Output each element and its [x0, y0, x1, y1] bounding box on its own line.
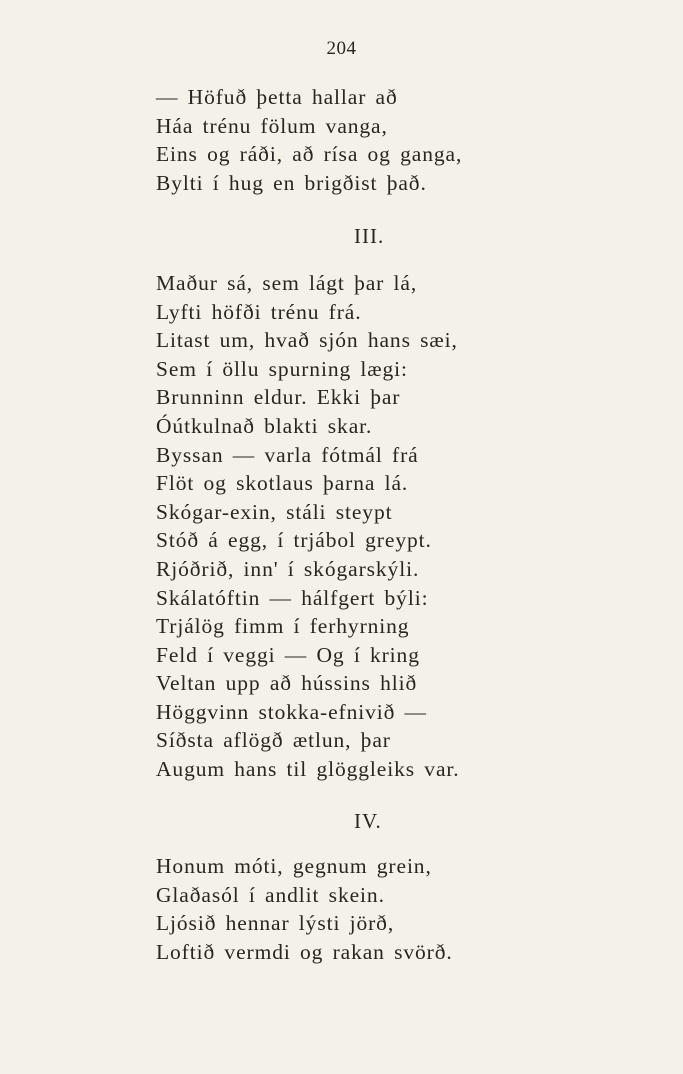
poem-line: Litast um, hvað sjón hans sæi,: [156, 328, 458, 353]
poem-line: Maður sá, sem lágt þar lá,: [156, 270, 418, 295]
poem-line: Veltan upp að hússins hlið: [156, 671, 418, 696]
page-number: 204: [326, 38, 357, 59]
poem-line: Augum hans til glöggleiks var.: [156, 757, 460, 782]
poem-line: Flöt og skotlaus þarna lá.: [156, 471, 409, 496]
section-heading-iv: IV.: [354, 808, 382, 833]
poem-line: Óútkulnað blakti skar.: [156, 413, 373, 438]
poem-line: Lyfti höfði trénu frá.: [156, 299, 362, 324]
poem-line: Ljósið hennar lýsti jörð,: [156, 911, 395, 936]
stanza-section-iv: [156, 852, 636, 966]
poem-line: Sem í öllu spurning lægi:: [156, 356, 408, 381]
poem-line: Síðsta aflögð ætlun, þar: [156, 728, 391, 753]
section-heading-iii: III.: [354, 224, 385, 249]
poem-line: Háa trénu fölum vanga,: [156, 113, 388, 138]
poem-line: Höggvinn stokka-efnivið —: [156, 699, 427, 724]
poem-line: Bylti í hug en brigðist það.: [156, 170, 427, 195]
poem-line: Honum móti, gegnum grein,: [156, 854, 432, 879]
stanza-continuation: [156, 83, 636, 197]
stanza-section-iii: [156, 269, 636, 784]
poem-line: Brunninn eldur. Ekki þar: [156, 385, 401, 410]
poem-line: Stóð á egg, í trjábol greypt.: [156, 528, 432, 553]
poem-line: Glaðasól í andlit skein.: [156, 882, 385, 907]
poem-line: — Höfuð þetta hallar að: [156, 85, 398, 109]
poem-line: Byssan — varla fótmál frá: [156, 442, 419, 467]
poem-line: Loftið vermdi og rakan svörð.: [156, 940, 453, 965]
poem-line: Skógar-exin, stáli steypt: [156, 499, 393, 524]
poem-line: Trjálög fimm í ferhyrning: [156, 614, 410, 639]
poem-line: Feld í veggi — Og í kring: [156, 642, 420, 667]
poem-line: Skálatóftin — hálfgert býli:: [156, 585, 429, 610]
poem-line: Eins og ráði, að rísa og ganga,: [156, 142, 463, 167]
poem-body: [156, 83, 636, 967]
poem-line: Rjóðrið, inn' í skógarskýli.: [156, 556, 420, 581]
